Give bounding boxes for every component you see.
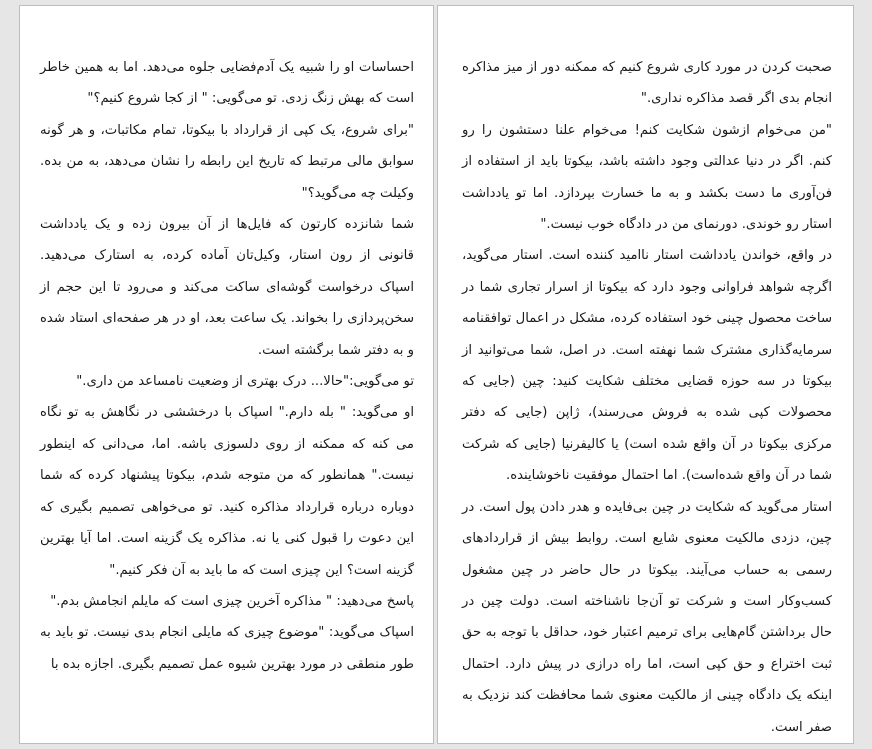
page-right-text bbox=[462, 52, 832, 743]
paragraph: تو می‌گویی:"حالا... درک بهتری از وضعیت نامساعد من داری." bbox=[76, 374, 414, 390]
paragraph: اسپاک می‌گوید: "موضوع چیزی که مایلی انجام بدی نیست. تو باید به طور منطقی در مورد بهترین شیوه عمل تصمیم بگیری. اجازه بده با bbox=[40, 625, 414, 672]
page-right bbox=[437, 5, 854, 744]
paragraph: "من می‌خوام ازشون شکایت کنم! می‌خوام علنا دستشون را رو کنم. اگر در دنیا عدالتی وجود داشته باشد، بیکوتا باید از استفاده از فن‌آوری ما دست بکشد و به ما خسارت بپردازد. اما تو یادداشت استار رو خوندی. دورنمای من در دادگاه خوب نیست." bbox=[462, 122, 832, 233]
paragraph: او می‌گوید: " بله دارم." اسپاک با درخششی در نگاهش به تو نگاه می کنه که ممکنه از روی دلسوزی باشه. اما، می‌دانی که اینطور نیست." همانطور که من متوجه شدم، بیکوتا پیشنهاد کرده که شما دوباره درباره قرارداد مذاکره کنید. تو می‌خواهی تصمیم بگیری که این دعوت را قبول کنی یا نه. مذاکره یک گزینه است. اما آیا بهترین گزینه است؟ این چیزی است که ما باید به آن فکر کنیم." bbox=[40, 405, 414, 578]
paragraph: "برای شروع، یک کپی از قرارداد با بیکوتا، تمام مکاتبات، و هر گونه سوابق مالی مرتبط که تاریخ این رابطه را نشان می‌دهد، به من بده. وکیلت چه می‌گوید؟" bbox=[40, 122, 414, 201]
page-left bbox=[19, 5, 434, 744]
page-left-text bbox=[40, 52, 414, 680]
paragraph: استار می‌گوید که شکایت در چین بی‌فایده و هدر دادن پول است. در چین، دزدی مالکیت معنوی شایع است. روابط بیش از قراردادهای رسمی به حساب می‌آیند. بیکوتا در حال حاضر در چین مشغول کسب‌وکار است و شرکت تو آن‌جا ناشناخته است. دولت چین در حال برداشتن گام‌هایی برای ترمیم اعتبار خود، حداقل با توجه به حق ثبت اختراع و حق کپی است، اما راه درازی در پیش دارد. احتمال اینکه یک دادگاه چینی از مالکیت معنوی شما محافظت کند نزدیک به صفر است. bbox=[462, 499, 832, 735]
paragraph: پاسخ می‌دهید: " مذاکره آخرین چیزی است که مایلم انجامش بدم." bbox=[50, 593, 414, 609]
paragraph: احساسات او را شبیه یک آدم‌فضایی جلوه می‌دهد. اما به همین خاطر است که بهش زنگ زدی. تو می‌گویی: " از کجا شروع کنیم؟" bbox=[40, 60, 414, 107]
paragraph: شما شانزده کارتون که فایل‌ها از آن بیرون زده و یک یادداشت قانونی از رون استار، وکیل‌تان آماده کرده، به استارک می‌دهید. اسپاک درخواست گوشه‌ای ساکت می‌کند و می‌رود تا این حجم از سخن‌پردازی را بخواند. یک ساعت بعد، او در هر صفحه‌ای استاد شده و به دفتر شما برگشته است. bbox=[40, 217, 414, 358]
paragraph: در واقع، خواندن یادداشت استار ناامید کننده است. استار می‌گوید، اگرچه شواهد فراوانی وجود دارد که بیکوتا از اسرار تجاری شما در ساخت محصول چینی خود استفاده کرده، مشکل در اعمال توافقنامه سرمایه‌گذاری مشترک شما نهفته است. در اصل، شما می‌توانید از بیکوتا در سه حوزه قضایی مختلف شکایت کنید: چین (جایی که محصولات کپی شده به فروش می‌رسند)، ژاپن (جایی که دفتر مرکزی بیکوتا در آن واقع شده است) یا کالیفرنیا (جایی که شرکت شما در آن واقع شده‌است). اما احتمال موفقیت ناخوشاینده. bbox=[462, 248, 832, 484]
paragraph: صحبت کردن در مورد کاری شروع کنیم که ممکنه دور از میز مذاکره انجام بدی اگر قصد مذاکره نداری." bbox=[462, 60, 832, 107]
